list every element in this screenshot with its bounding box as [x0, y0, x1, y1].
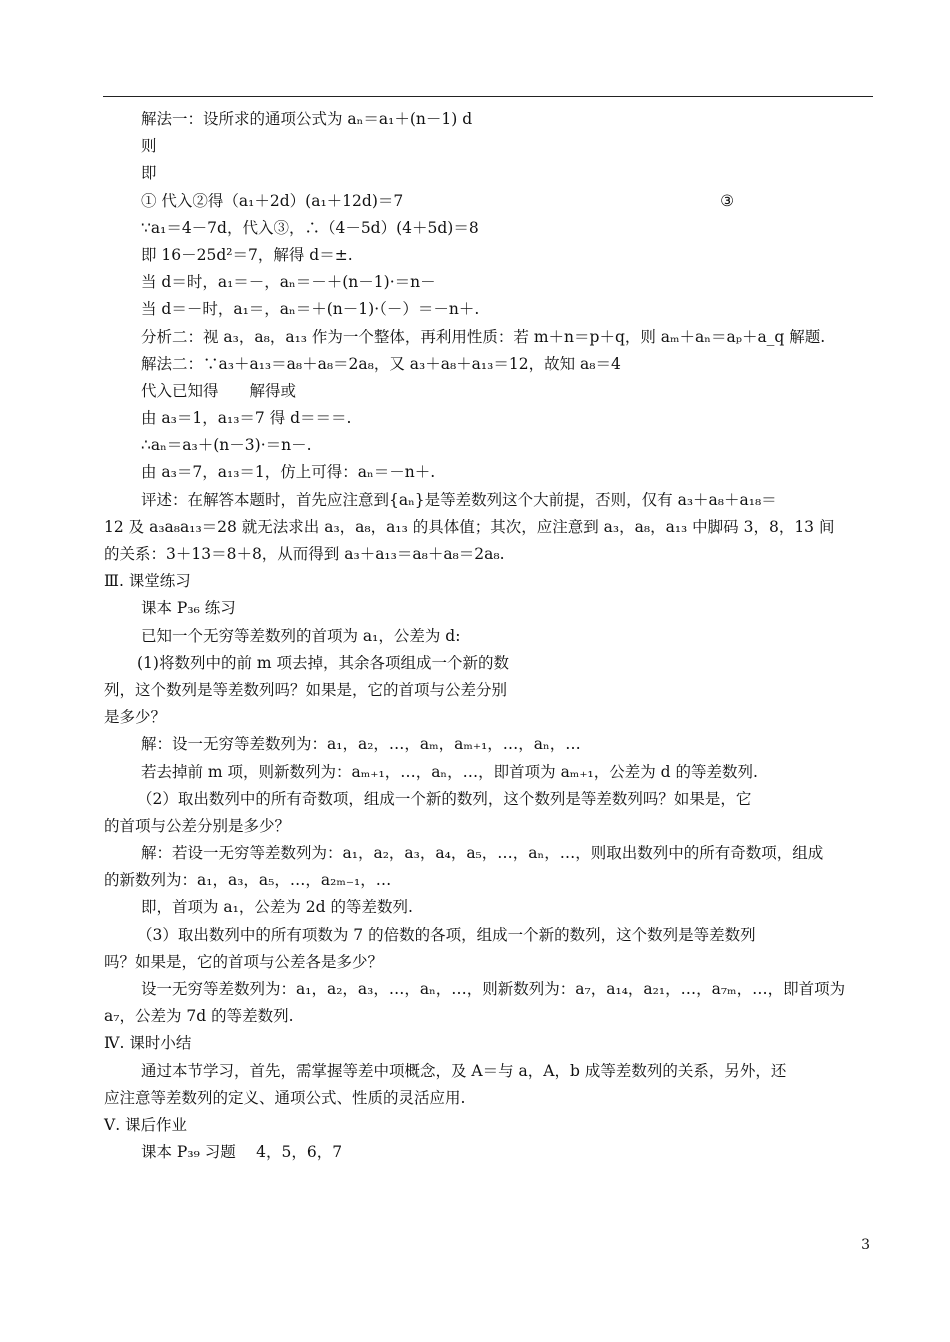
- line-text: 由 a₃＝1，a₁₃＝7 得 d＝＝＝.: [141, 409, 352, 428]
- line-text: 吗？如果是，它的首项与公差各是多少？: [104, 952, 384, 971]
- line-text: 设一无穷等差数列为：a₁，a₂，a₃，…，aₙ，…，则新数列为：a₇，a₁₄，a₂₁，…，a₇ₘ，…，即首项为: [141, 980, 846, 998]
- text-line: [104, 650, 874, 677]
- text-line: [104, 813, 874, 840]
- page-number: 3: [861, 1237, 870, 1253]
- line-text: a₇，公差为 7d 的等差数列.: [104, 1007, 294, 1026]
- text-line: [104, 405, 874, 432]
- text-line: [104, 704, 874, 731]
- text-line: [104, 188, 874, 215]
- text-line: [104, 976, 874, 1003]
- text-line: [104, 759, 874, 786]
- text-line: [104, 949, 874, 976]
- line-text: 列，这个数列是等差数列吗？如果是，它的首项与公差分别: [104, 680, 508, 699]
- text-line: [104, 1030, 874, 1057]
- line-text: 解：设一无穷等差数列为：a₁，a₂，…，aₘ，aₘ₊₁，…，aₙ，…: [141, 735, 581, 754]
- text-line: [104, 1003, 874, 1030]
- line-text: 课本 P₃₉ 习题 4，5，6，7: [141, 1143, 343, 1162]
- text-line: [104, 296, 874, 323]
- line-text: ∴aₙ＝a₃＋(n－3)·＝n－.: [141, 436, 312, 455]
- line-text: 是多少？: [104, 708, 167, 727]
- document-body: [104, 106, 874, 1166]
- line-text: ∵a₁＝4－7d，代入③，∴（4－5d）(4＋5d)＝8: [141, 218, 479, 237]
- equation-number: ③: [720, 191, 734, 210]
- line-text: 即，首项为 a₁，公差为 2d 的等差数列.: [141, 898, 413, 917]
- text-line: [104, 922, 874, 949]
- line-text: 由 a₃＝7，a₁₃＝1，仿上可得：aₙ＝－n＋.: [141, 463, 436, 482]
- text-line: [104, 1058, 874, 1085]
- text-line: [104, 541, 874, 568]
- text-line: [104, 351, 874, 378]
- line-text: 的首项与公差分别是多少？: [104, 816, 291, 835]
- text-line: [104, 106, 874, 133]
- line-text: （3）取出数列中的所有项数为 7 的倍数的各项，组成一个新的数列，这个数列是等差数列: [137, 925, 756, 944]
- line-text: 则: [141, 137, 157, 156]
- line-text: （2）取出数列中的所有奇数项，组成一个新的数列，这个数列是等差数列吗？如果是，它: [137, 789, 752, 808]
- text-line: [104, 677, 874, 704]
- line-text: 分析二：视 a₃，a₈，a₁₃ 作为一个整体，再利用性质：若 m＋n＝p＋q，则 aₘ＋aₙ＝aₚ＋a_q 解题.: [141, 327, 826, 346]
- line-text: 应注意等差数列的定义、通项公式、性质的灵活应用.: [104, 1088, 466, 1107]
- text-line: [104, 269, 874, 296]
- line-text: 若去掉前 m 项，则新数列为：aₘ₊₁，…，aₙ，…，即首项为 aₘ₊₁，公差为 d 的等差数列.: [141, 762, 758, 781]
- line-text: 即: [141, 164, 157, 183]
- text-line: [104, 1085, 874, 1112]
- line-text: 通过本节学习，首先，需掌握等差中项概念，及 A＝与 a，A，b 成等差数列的关系，另外，还: [141, 1061, 787, 1080]
- line-text: Ⅴ. 课后作业: [104, 1115, 188, 1134]
- text-line: [104, 324, 874, 351]
- line-text: 当 d＝时，a₁＝－，aₙ＝－＋(n－1)·＝n－: [141, 273, 436, 292]
- line-text: 解：若设一无穷等差数列为：a₁，a₂，a₃，a₄，a₅，…，aₙ，…，则取出数列中的所有奇数项，组成: [141, 844, 824, 863]
- line-text: 即 16－25d²＝7，解得 d＝±.: [141, 245, 353, 264]
- text-line: [104, 623, 874, 650]
- line-text: 解法二：∵a₃＋a₁₃＝a₈＋a₈＝2a₈，又 a₃＋a₈＋a₁₃＝12，故知 a₈＝4: [141, 354, 621, 373]
- line-text: Ⅲ. 课堂练习: [104, 572, 191, 591]
- text-line: [104, 1139, 874, 1166]
- line-text: 的关系：3＋13＝8＋8，从而得到 a₃＋a₁₃＝a₈＋a₈＝2a₈.: [104, 545, 505, 563]
- line-text: (1)将数列中的前 m 项去掉，其余各项组成一个新的数: [137, 653, 510, 672]
- line-text: 的新数列为：a₁，a₃，a₅，…，a₂ₘ₋₁，…: [104, 871, 392, 890]
- text-line: [104, 160, 874, 187]
- line-text: 评述：在解答本题时，首先应注意到{aₙ}是等差数列这个大前提，否则，仅有 a₃＋a₈＋a₁₈＝: [141, 490, 777, 509]
- text-line: [104, 514, 874, 541]
- line-text: 已知一个无穷等差数列的首项为 a₁，公差为 d:: [141, 626, 461, 645]
- text-line: [104, 786, 874, 813]
- text-line: [104, 242, 874, 269]
- text-line: [104, 568, 874, 595]
- line-text: 课本 P₃₆ 练习: [141, 599, 236, 618]
- line-text: 解法一：设所求的通项公式为 aₙ＝a₁＋(n－1) d: [141, 110, 473, 128]
- text-line: [104, 432, 874, 459]
- line-text: ① 代入②得（a₁＋2d）(a₁＋12d)＝7: [141, 191, 404, 210]
- line-text: Ⅳ. 课时小结: [104, 1034, 192, 1053]
- line-text: 12 及 a₃a₈a₁₃＝28 就无法求出 a₃，a₈，a₁₃ 的具体值；其次，应注意到 a₃，a₈，a₁₃ 中脚码 3，8，13 间: [104, 517, 835, 536]
- text-line: [104, 487, 874, 514]
- text-line: [104, 595, 874, 622]
- text-line: [104, 731, 874, 758]
- line-text: 代入已知得 解得或: [141, 381, 297, 400]
- text-line: [104, 215, 874, 242]
- header-rule: [103, 96, 873, 97]
- text-line: [104, 133, 874, 160]
- text-line: [104, 378, 874, 405]
- line-text: 当 d＝－时，a₁＝，aₙ＝＋(n－1)·（－）＝－n＋.: [141, 300, 480, 319]
- text-line: [104, 1112, 874, 1139]
- text-line: [104, 894, 874, 921]
- text-line: [104, 459, 874, 486]
- text-line: [104, 867, 874, 894]
- text-line: [104, 840, 874, 867]
